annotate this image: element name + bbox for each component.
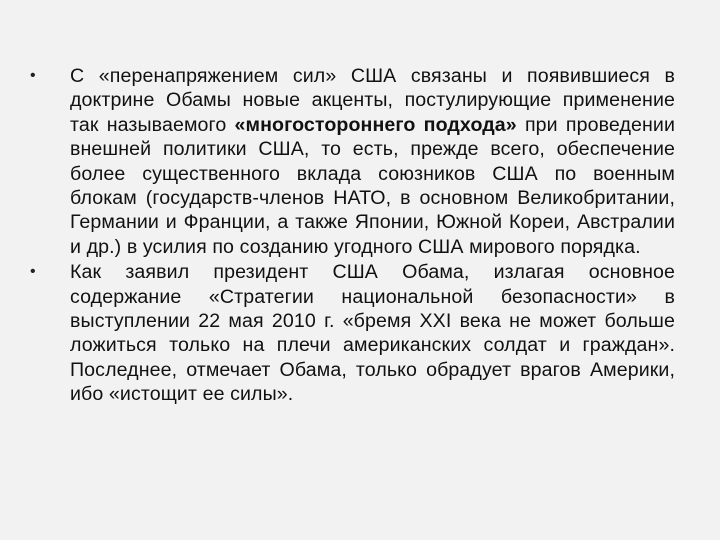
bullet-marker: •	[30, 67, 36, 84]
bullet-item-1	[30, 64, 675, 259]
bullet-text-bold: «многостороннего подхода»	[234, 113, 517, 136]
bullet-text-part: С «перенапряжением сил» США связаны и появившиеся в доктрине Обамы новые акценты, постулирующие применение так называемого	[70, 65, 675, 136]
bullet-item-2	[30, 260, 675, 406]
bullet-text: Как заявил президент США Обама, излагая основное содержание «Стратегии национальной безопасности» в выступлении 22 мая 2010 г. «бремя XXI века не может больше ложиться только на плечи американских солдат и граждан». Последнее, отмечает Обама, только обрадует врагов Америки, ибо «истощит ее силы».	[70, 261, 675, 406]
bullet-marker: •	[30, 263, 36, 281]
slide-body	[30, 64, 675, 408]
bullet-text-part: при проведении внешней политики США, то есть, прежде всего, обеспечение более существенного вклада союзников США по военным блокам (государств-членов НАТО, в основном Великобритании, Германии и Франции, а также Японии, Южной Кореи, Австралии и др.) в усилия по созданию угодного США мирового порядка.	[70, 113, 675, 258]
bullet-text	[70, 64, 675, 259]
